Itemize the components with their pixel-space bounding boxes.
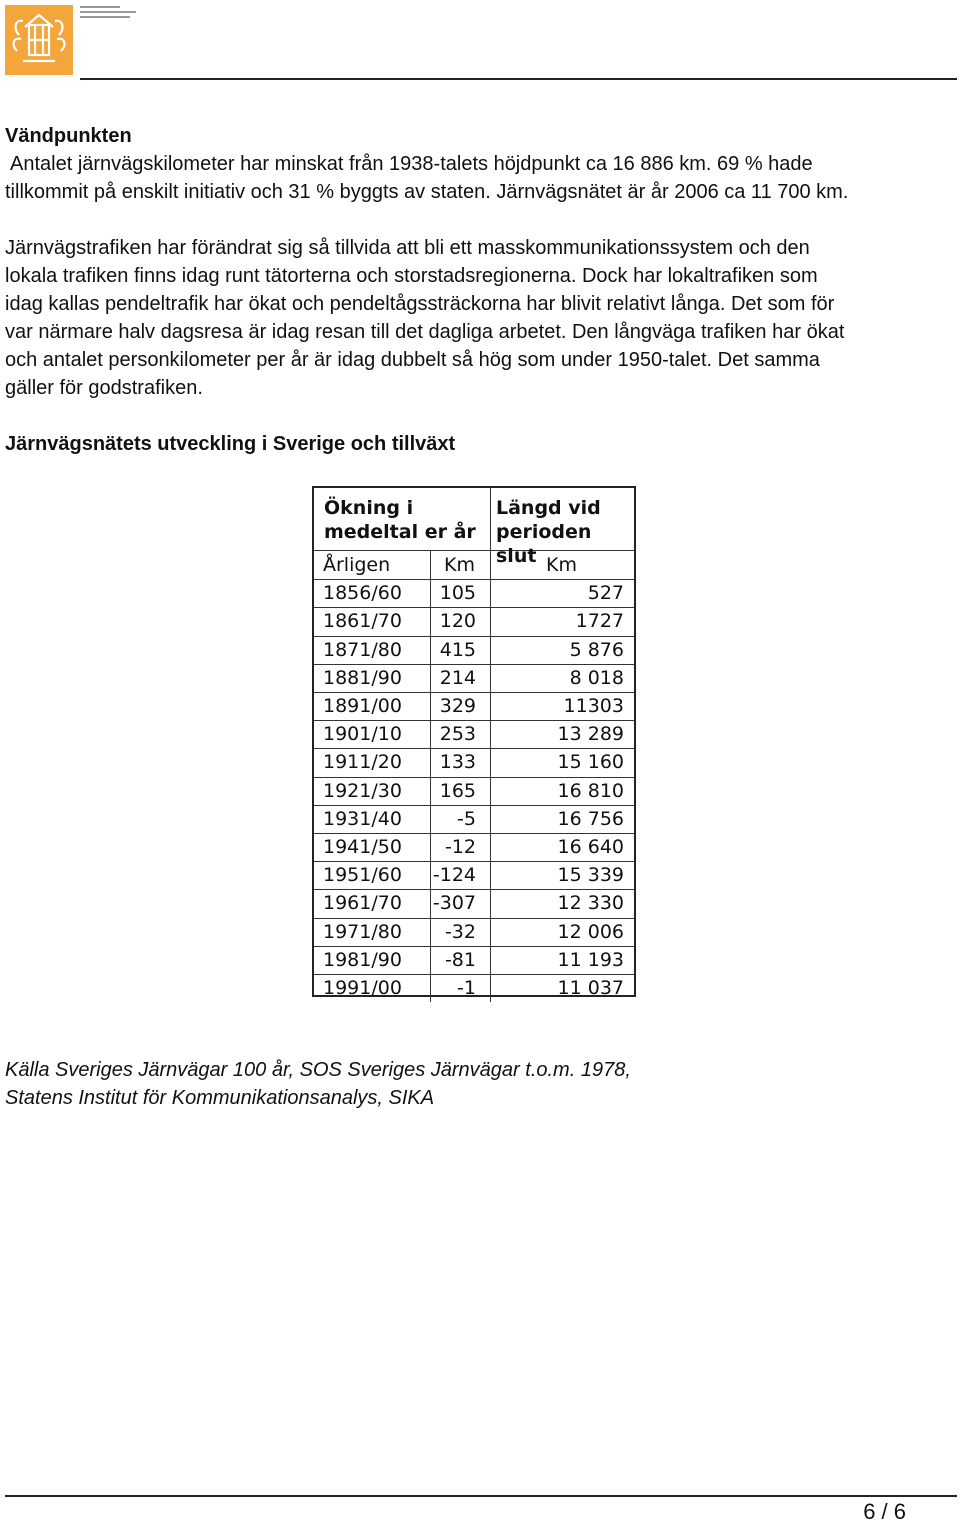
cell-period: 1951/60 [323, 864, 402, 887]
cell-period: 1931/40 [323, 807, 402, 830]
table-row [314, 607, 634, 636]
cell-increase: 133 [439, 751, 476, 774]
house-tree-emblem-icon [5, 5, 73, 75]
cell-increase: -1 [457, 977, 476, 999]
cell-increase: 329 [439, 695, 476, 717]
cell-length: 527 [587, 582, 624, 605]
table-row [314, 692, 634, 721]
railway-table [312, 486, 636, 997]
cell-increase: Km [444, 554, 475, 576]
cell-length: 12 006 [557, 920, 624, 943]
source-line-1: Källa Sveriges Järnvägar 100 år, SOS Sveriges Järnvägar t.o.m. 1978, [5, 1059, 631, 1081]
article [5, 122, 950, 458]
table-subheader-row [314, 551, 634, 580]
table-row [314, 805, 634, 834]
paragraph-2-line-5: och antalet personkilometer per år är idag dubbelt så hög som under 1950-talet. Det samma [5, 349, 820, 371]
table-row [314, 946, 634, 975]
cell-period: 1941/50 [323, 836, 402, 858]
cell-length: Km [546, 554, 577, 576]
cell-length: 15 339 [557, 864, 624, 887]
cell-period: 1871/80 [323, 638, 402, 661]
table-row [314, 777, 634, 806]
cell-increase: 415 [439, 638, 476, 661]
paragraph-1-line-2: tillkommit på enskilt initiativ och 31 % byggts av staten. Järnvägsnätet är år 2006 ca 11 700 km. [5, 181, 849, 203]
paragraph-2-line-4: var närmare halv dagsresa är idag resan till det dagliga arbetet. Den långväga trafiken har ökat [5, 321, 845, 343]
table-row [314, 720, 634, 749]
cell-increase: 105 [439, 582, 476, 605]
cell-length: 13 289 [557, 723, 624, 746]
header-length: Längd vid perioden slut [496, 497, 601, 567]
cell-period: Årligen [323, 554, 391, 576]
cell-increase: 120 [439, 610, 476, 633]
header-divider [80, 78, 957, 80]
table-row [314, 861, 634, 890]
header-divider-vertical [490, 488, 491, 550]
cell-period: 1981/90 [323, 948, 402, 971]
cell-increase: -32 [444, 920, 476, 943]
cell-increase: -81 [444, 948, 476, 971]
paragraph-1-line-1: Antalet järnvägskilometer har minskat från 1938-talets höjdpunkt ca 16 886 km. 69 % hade [10, 153, 813, 175]
paragraph-2-line-6: gäller för godstrafiken. [5, 377, 203, 399]
cell-length: 15 160 [557, 751, 624, 774]
header-increase: Ökning i medeltal er år [324, 497, 476, 543]
source-line-2: Statens Institut för Kommunikationsanalys, SIKA [5, 1087, 435, 1109]
cell-period: 1961/70 [323, 892, 402, 915]
cell-increase: -12 [444, 836, 476, 858]
paragraph-2-line-3: idag kallas pendeltrafik har ökat och pendeltågssträckorna har blivit relativt långa. Det som för [5, 293, 835, 315]
table-row [314, 636, 634, 665]
cell-period: 1921/30 [323, 779, 402, 802]
cell-length: 16 640 [557, 836, 624, 858]
table-row [314, 579, 634, 608]
cell-increase: 214 [439, 666, 476, 689]
cell-length: 11 037 [557, 977, 624, 999]
cell-length: 1727 [575, 610, 624, 633]
cell-length: 16 810 [557, 779, 624, 802]
cell-length: 11 193 [557, 948, 624, 971]
cell-length: 5 876 [569, 638, 624, 661]
cell-increase: -5 [457, 807, 476, 830]
cell-length: 8 018 [569, 666, 624, 689]
cell-period: 1891/00 [323, 695, 402, 717]
cell-period: 1881/90 [323, 666, 402, 689]
cell-length: 11303 [563, 695, 624, 717]
cell-increase: -307 [432, 892, 476, 915]
cell-increase: 165 [439, 779, 476, 802]
logo [5, 5, 73, 75]
table-row [314, 889, 634, 918]
paragraph-2-line-1: Järnvägstrafiken har förändrat sig så tillvida att bli ett masskommunikationssystem och den [5, 237, 810, 259]
table-row [314, 664, 634, 693]
cell-period: 1991/00 [323, 977, 402, 999]
cell-period: 1856/60 [323, 582, 402, 605]
cell-length: 12 330 [557, 892, 624, 915]
source-citation [5, 1056, 950, 1112]
cell-period: 1971/80 [323, 920, 402, 943]
page-number: 6 / 6 [863, 1499, 906, 1524]
cell-length: 16 756 [557, 807, 624, 830]
cell-period: 1901/10 [323, 723, 402, 746]
cell-increase: -124 [432, 864, 476, 887]
cell-period: 1861/70 [323, 610, 402, 633]
footer-divider [5, 1495, 957, 1497]
header-fineprint [80, 6, 140, 21]
table-row [314, 833, 634, 862]
article-title: Vändpunkten [5, 125, 132, 147]
section-title: Järnvägsnätets utveckling i Sverige och tillväxt [5, 433, 456, 455]
cell-period: 1911/20 [323, 751, 402, 774]
table-row [314, 974, 634, 1002]
paragraph-2-line-2: lokala trafiken finns idag runt tätorterna och storstadsregionerna. Dock har lokaltrafiken som [5, 265, 818, 287]
table-row [314, 748, 634, 777]
cell-increase: 253 [439, 723, 476, 746]
table-row [314, 918, 634, 947]
